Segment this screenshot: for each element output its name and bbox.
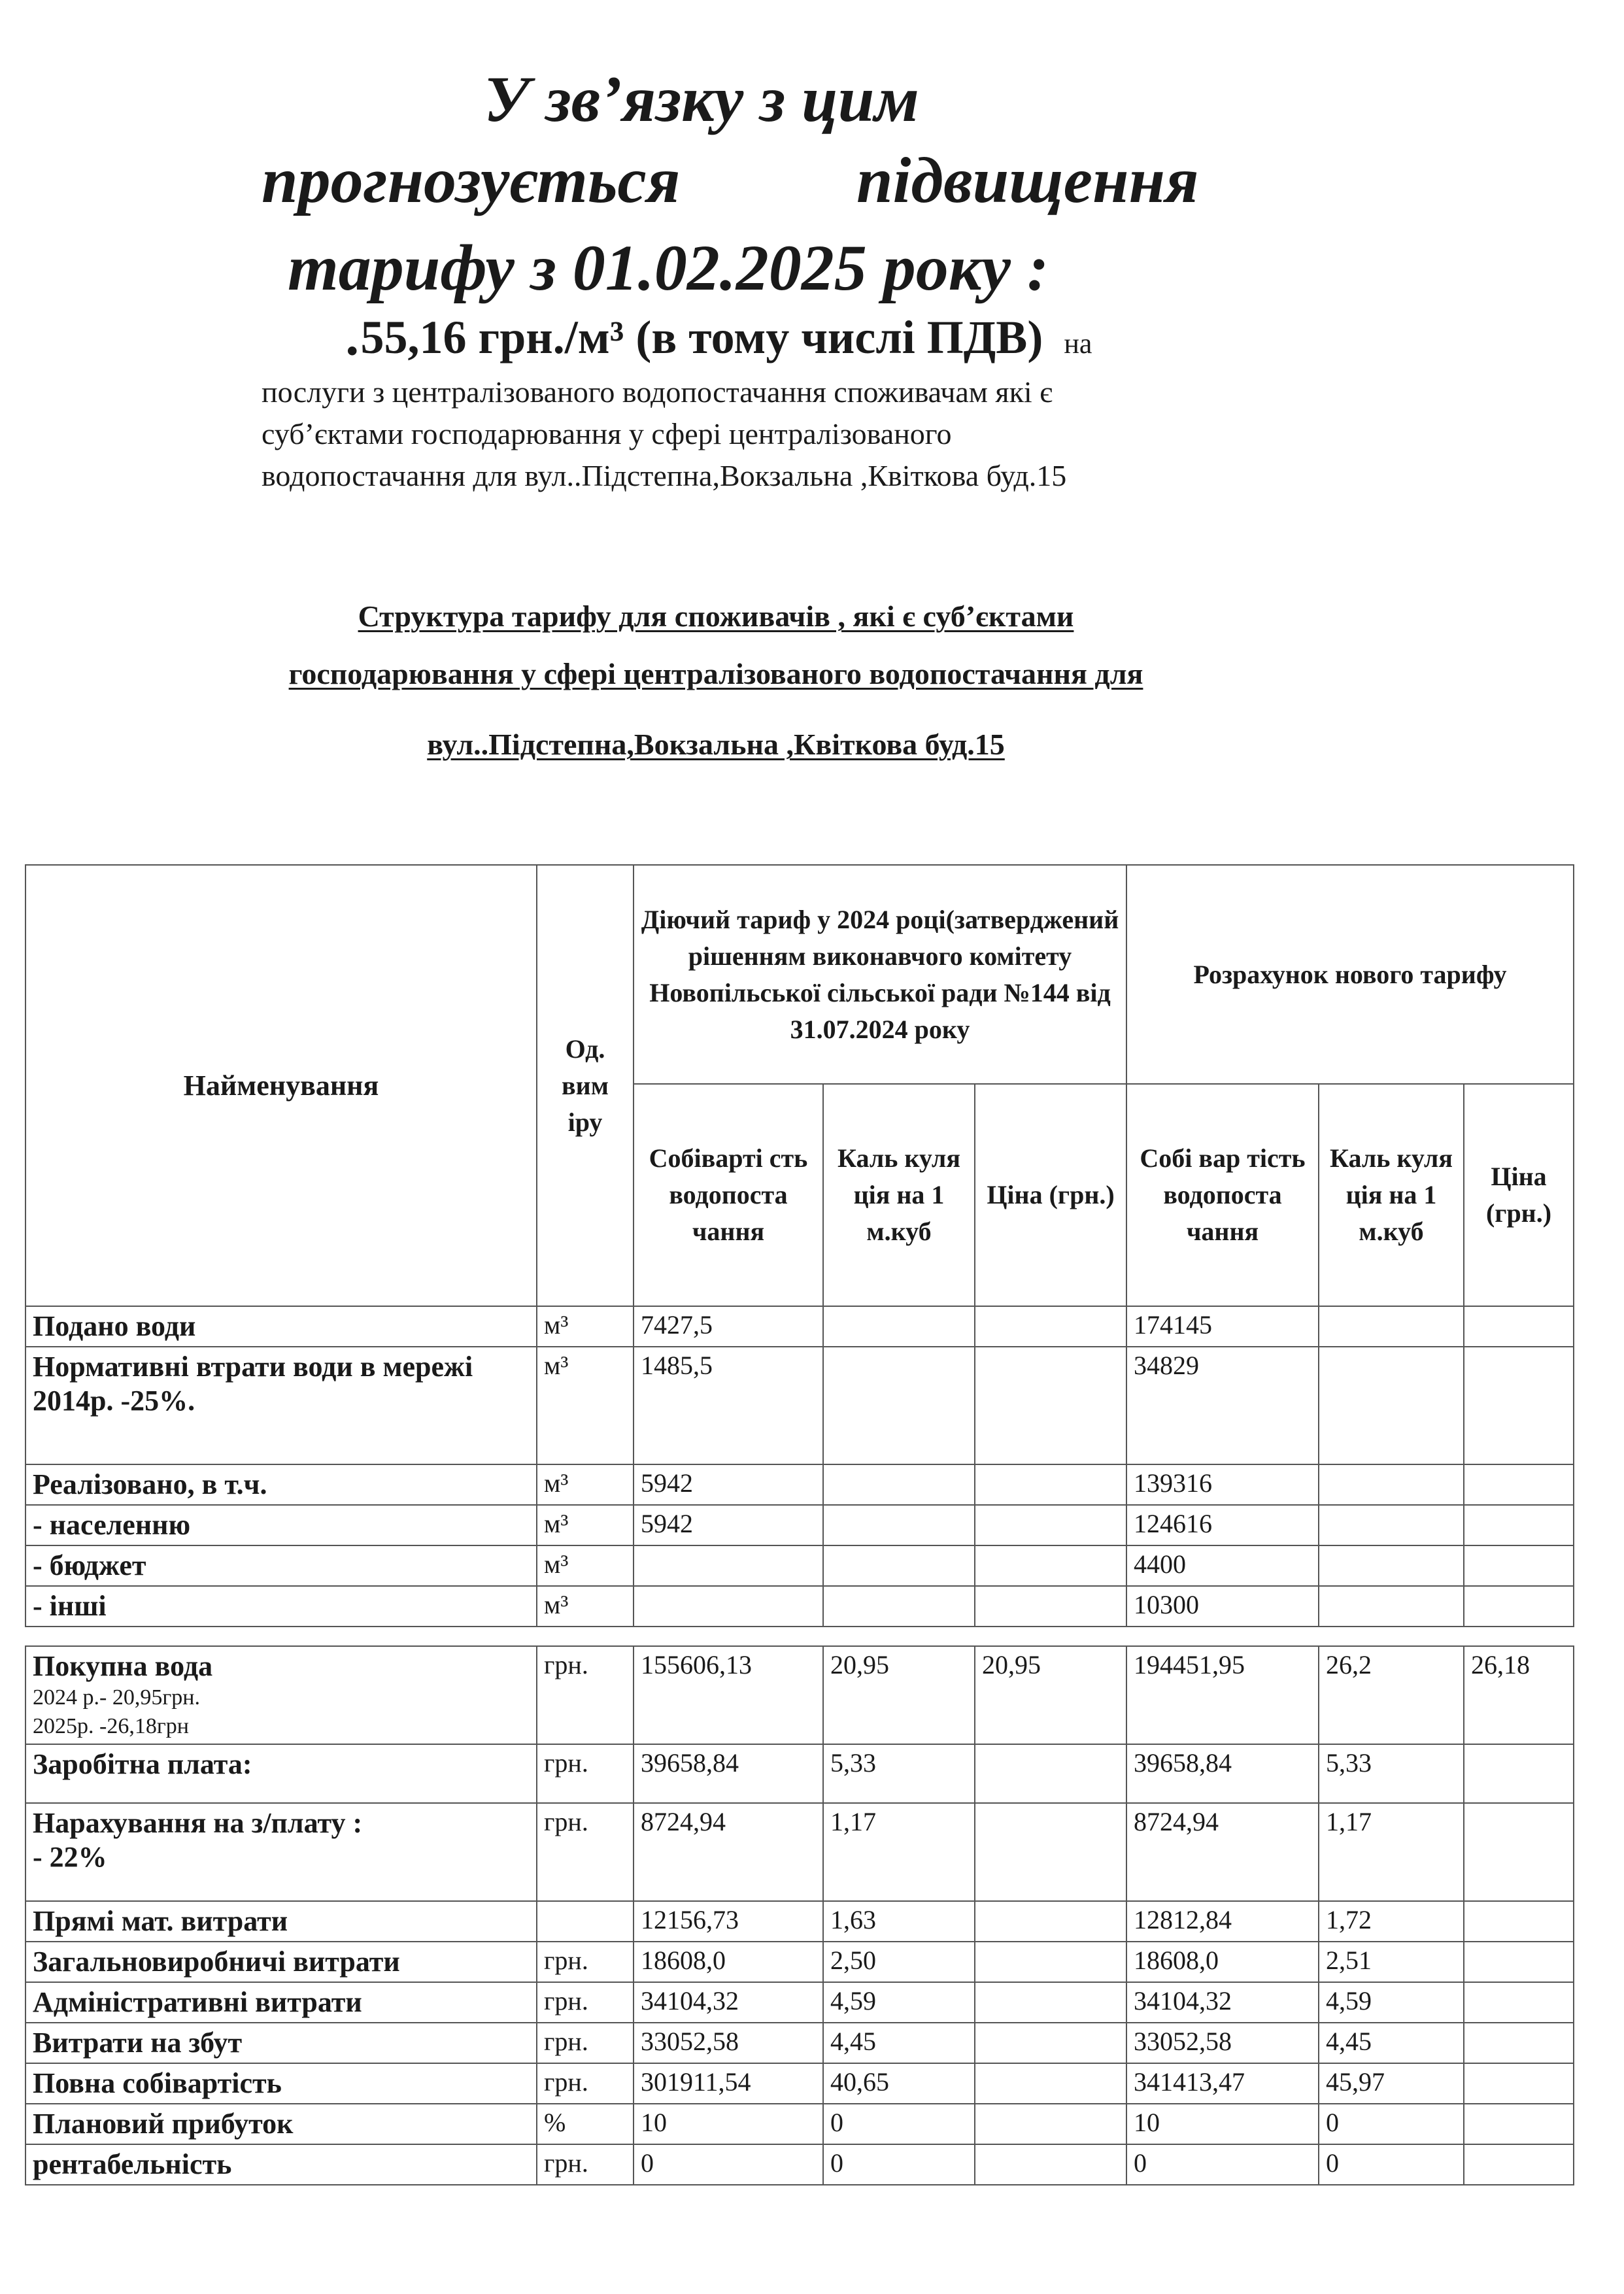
header-new-tariff: Розрахунок нового тарифу [1126,865,1574,1084]
row-current-cost: 155606,13 [634,1646,823,1744]
structure-title-line-3 [131,724,1301,765]
row-new-cost: 139316 [1126,1464,1319,1505]
row-new-cost: 12812,84 [1126,1901,1319,1942]
header-unit: Од. вим іру [537,865,634,1306]
row-name: - інші [25,1586,537,1627]
row-current-calc [823,1586,975,1627]
row-current-calc: 4,45 [823,2023,975,2063]
row-new-price [1464,2063,1574,2104]
table-row [25,2063,1574,2104]
row-new-calc: 1,72 [1319,1901,1464,1942]
row-name: Плановий прибуток [25,2104,537,2144]
row-unit: м³ [537,1306,634,1347]
row-new-price [1464,1306,1574,1347]
table-row [25,1942,1574,1982]
row-new-calc: 45,97 [1319,2063,1464,2104]
row-current-calc: 0 [823,2104,975,2144]
row-current-price: 20,95 [975,1646,1126,1744]
headline-line-3: тарифу з 01.02.2025 року : [288,231,1049,304]
row-current-cost: 18608,0 [634,1942,823,1982]
structure-title-text-1: Структура тарифу для споживачів , які є суб’єктами [358,599,1074,633]
row-current-calc [823,1347,975,1464]
row-current-price [975,1942,1126,1982]
row-name-sub: 2014р. -25%. [33,1385,195,1417]
row-unit: м³ [537,1545,634,1586]
row-new-cost: 10300 [1126,1586,1319,1627]
header-current-calc: Каль куля ція на 1 м.куб [823,1084,975,1306]
table-row [25,1982,1574,2023]
row-unit: м³ [537,1464,634,1505]
row-unit: грн. [537,1982,634,2023]
row-name-cell [25,1803,537,1901]
row-new-cost: 341413,47 [1126,2063,1319,2104]
row-current-calc: 0 [823,2144,975,2185]
row-unit: грн. [537,1803,634,1901]
row-new-price [1464,1982,1574,2023]
row-current-price [975,2104,1126,2144]
row-name: - бюджет [25,1545,537,1586]
row-current-calc: 1,63 [823,1901,975,1942]
row-current-price [975,2063,1126,2104]
row-current-calc: 40,65 [823,2063,975,2104]
row-new-cost: 34829 [1126,1347,1319,1464]
row-unit: грн. [537,1646,634,1744]
table-row [25,1744,1574,1803]
row-current-cost: 5942 [634,1505,823,1545]
row-current-calc [823,1505,975,1545]
row-unit: м³ [537,1347,634,1464]
row-unit: грн. [537,1744,634,1803]
row-name: - населенню [25,1505,537,1545]
row-name: Заробітна плата: [25,1744,537,1803]
row-current-calc: 2,50 [823,1942,975,1982]
row-current-cost: 33052,58 [634,2023,823,2063]
row-current-cost: 39658,84 [634,1744,823,1803]
header-current-price: Ціна (грн.) [975,1084,1126,1306]
row-current-calc: 20,95 [823,1646,975,1744]
row-new-price [1464,1545,1574,1586]
row-new-cost: 194451,95 [1126,1646,1319,1744]
table-spacer-cell [25,1627,1574,1646]
tariff-structure-table [25,864,1574,2185]
row-name: Повна собівартість [25,2063,537,2104]
row-new-calc: 1,17 [1319,1803,1464,1901]
table-row [25,1646,1574,1744]
tariff-price-suffix: на [1064,328,1092,360]
row-new-price [1464,1347,1574,1464]
row-new-price [1464,2104,1574,2144]
row-name-sub: - 22% [33,1841,107,1873]
header-new-price: Ціна (грн.) [1464,1084,1574,1306]
table-row [25,1306,1574,1347]
row-current-price [975,1505,1126,1545]
row-name: Витрати на збут [25,2023,537,2063]
row-current-price [975,2144,1126,2185]
header-new-cost: Собі вар тість водопоста чання [1126,1084,1319,1306]
row-new-price [1464,1901,1574,1942]
row-current-price [975,1982,1126,2023]
tariff-price: 55,16 грн./м³ (в тому числі ПДВ) [360,311,1043,363]
structure-title-text-3: вул..Підстепна,Вокзальна ,Квіткова буд.15 [427,728,1005,761]
row-new-calc: 4,45 [1319,2023,1464,2063]
row-current-calc [823,1306,975,1347]
row-current-price [975,1901,1126,1942]
table-row [25,1803,1574,1901]
row-unit: грн. [537,2023,634,2063]
row-new-price [1464,2023,1574,2063]
row-new-calc [1319,1347,1464,1464]
row-name: Нормативні втрати води в мережі [33,1351,473,1383]
row-current-cost: 301911,54 [634,2063,823,2104]
row-new-cost: 0 [1126,2144,1319,2185]
table-row [25,2023,1574,2063]
table-row [25,1505,1574,1545]
row-new-cost: 124616 [1126,1505,1319,1545]
table-row [25,2104,1574,2144]
row-unit: грн. [537,2063,634,2104]
table-row [25,1901,1574,1942]
headline-line-2b: підвищення [856,144,1199,216]
table-spacer [25,1627,1574,1646]
row-new-price [1464,1803,1574,1901]
row-current-price [975,1545,1126,1586]
row-current-price [975,1586,1126,1627]
row-current-cost: 0 [634,2144,823,2185]
row-name-sub: 2025р. -26,18грн [33,1714,189,1738]
tariff-price-line [347,311,1092,369]
row-new-calc [1319,1545,1464,1586]
row-name: Подано води [25,1306,537,1347]
row-current-price [975,1744,1126,1803]
row-current-cost: 10 [634,2104,823,2144]
table-row [25,1347,1574,1464]
row-new-cost: 34104,32 [1126,1982,1319,2023]
row-current-calc [823,1464,975,1505]
row-new-price: 26,18 [1464,1646,1574,1744]
row-name: Покупна вода [33,1650,213,1682]
row-name: Реалізовано, в т.ч. [25,1464,537,1505]
header-new-calc: Каль куля ція на 1 м.куб [1319,1084,1464,1306]
structure-title-line-1 [131,596,1301,637]
row-current-price [975,1464,1126,1505]
row-new-calc: 2,51 [1319,1942,1464,1982]
table-row [25,1586,1574,1627]
row-new-price [1464,1942,1574,1982]
row-name: Прямі мат. витрати [25,1901,537,1942]
row-current-cost: 5942 [634,1464,823,1505]
row-new-cost: 174145 [1126,1306,1319,1347]
row-name-cell [25,1347,537,1464]
row-current-price [975,1803,1126,1901]
row-new-calc [1319,1505,1464,1545]
row-new-cost: 4400 [1126,1545,1319,1586]
row-current-price [975,2023,1126,2063]
row-unit: грн. [537,2144,634,2185]
row-current-cost: 7427,5 [634,1306,823,1347]
header-current-tariff: Діючий тариф у 2024 році(затверджений рішенням виконавчого комітету Новопільської сільської ради №144 від 31.07.2024 року [634,865,1126,1084]
row-name: Загальновиробничі витрати [25,1942,537,1982]
row-current-calc: 4,59 [823,1982,975,2023]
row-new-cost: 33052,58 [1126,2023,1319,2063]
structure-title-text-2: господарювання у сфері централізованого водопостачання для [288,657,1143,690]
row-new-calc [1319,1586,1464,1627]
table-row [25,1464,1574,1505]
row-current-cost [634,1586,823,1627]
row-name: Нарахування на з/плату : [33,1807,363,1839]
headline-line-2a: прогнозується [262,144,681,216]
row-unit: % [537,2104,634,2144]
row-current-cost: 1485,5 [634,1347,823,1464]
header-name: Найменування [25,865,537,1306]
row-new-cost: 8724,94 [1126,1803,1319,1901]
row-new-calc [1319,1464,1464,1505]
row-new-cost: 10 [1126,2104,1319,2144]
row-name: Адміністративні витрати [25,1982,537,2023]
row-name: рентабельність [25,2144,537,2185]
row-new-calc: 0 [1319,2144,1464,2185]
bullet-icon: • [347,332,358,369]
row-unit [537,1901,634,1942]
tariff-description: послуги з централізованого водопостачання споживачам які є суб’єктами господарювання у сфері централізованого водопостачання для вул..Підстепна,Вокзальна ,Квіткова буд.15 [262,375,1067,492]
row-unit: м³ [537,1586,634,1627]
headline-line-1: У зв’язку з цим [484,63,919,135]
row-current-cost: 12156,73 [634,1901,823,1942]
row-new-price [1464,2144,1574,2185]
table-row [25,2144,1574,2185]
row-new-calc [1319,1306,1464,1347]
row-current-cost: 8724,94 [634,1803,823,1901]
row-new-price [1464,1464,1574,1505]
row-new-price [1464,1505,1574,1545]
row-current-price [975,1347,1126,1464]
table-row [25,1545,1574,1586]
row-current-cost: 34104,32 [634,1982,823,2023]
row-current-calc [823,1545,975,1586]
row-new-calc: 5,33 [1319,1744,1464,1803]
row-new-price [1464,1744,1574,1803]
row-name-sub: 2024 р.- 20,95грн. [33,1685,200,1710]
row-name-cell [25,1646,537,1744]
row-new-calc: 0 [1319,2104,1464,2144]
row-new-cost: 39658,84 [1126,1744,1319,1803]
row-current-calc: 5,33 [823,1744,975,1803]
row-current-cost [634,1545,823,1586]
row-new-calc: 26,2 [1319,1646,1464,1744]
row-new-calc: 4,59 [1319,1982,1464,2023]
row-new-price [1464,1586,1574,1627]
row-current-calc: 1,17 [823,1803,975,1901]
row-current-price [975,1306,1126,1347]
structure-title-line-2 [131,654,1301,694]
row-new-cost: 18608,0 [1126,1942,1319,1982]
row-unit: м³ [537,1505,634,1545]
header-current-cost: Собіварті сть водопоста чання [634,1084,823,1306]
row-unit: грн. [537,1942,634,1982]
